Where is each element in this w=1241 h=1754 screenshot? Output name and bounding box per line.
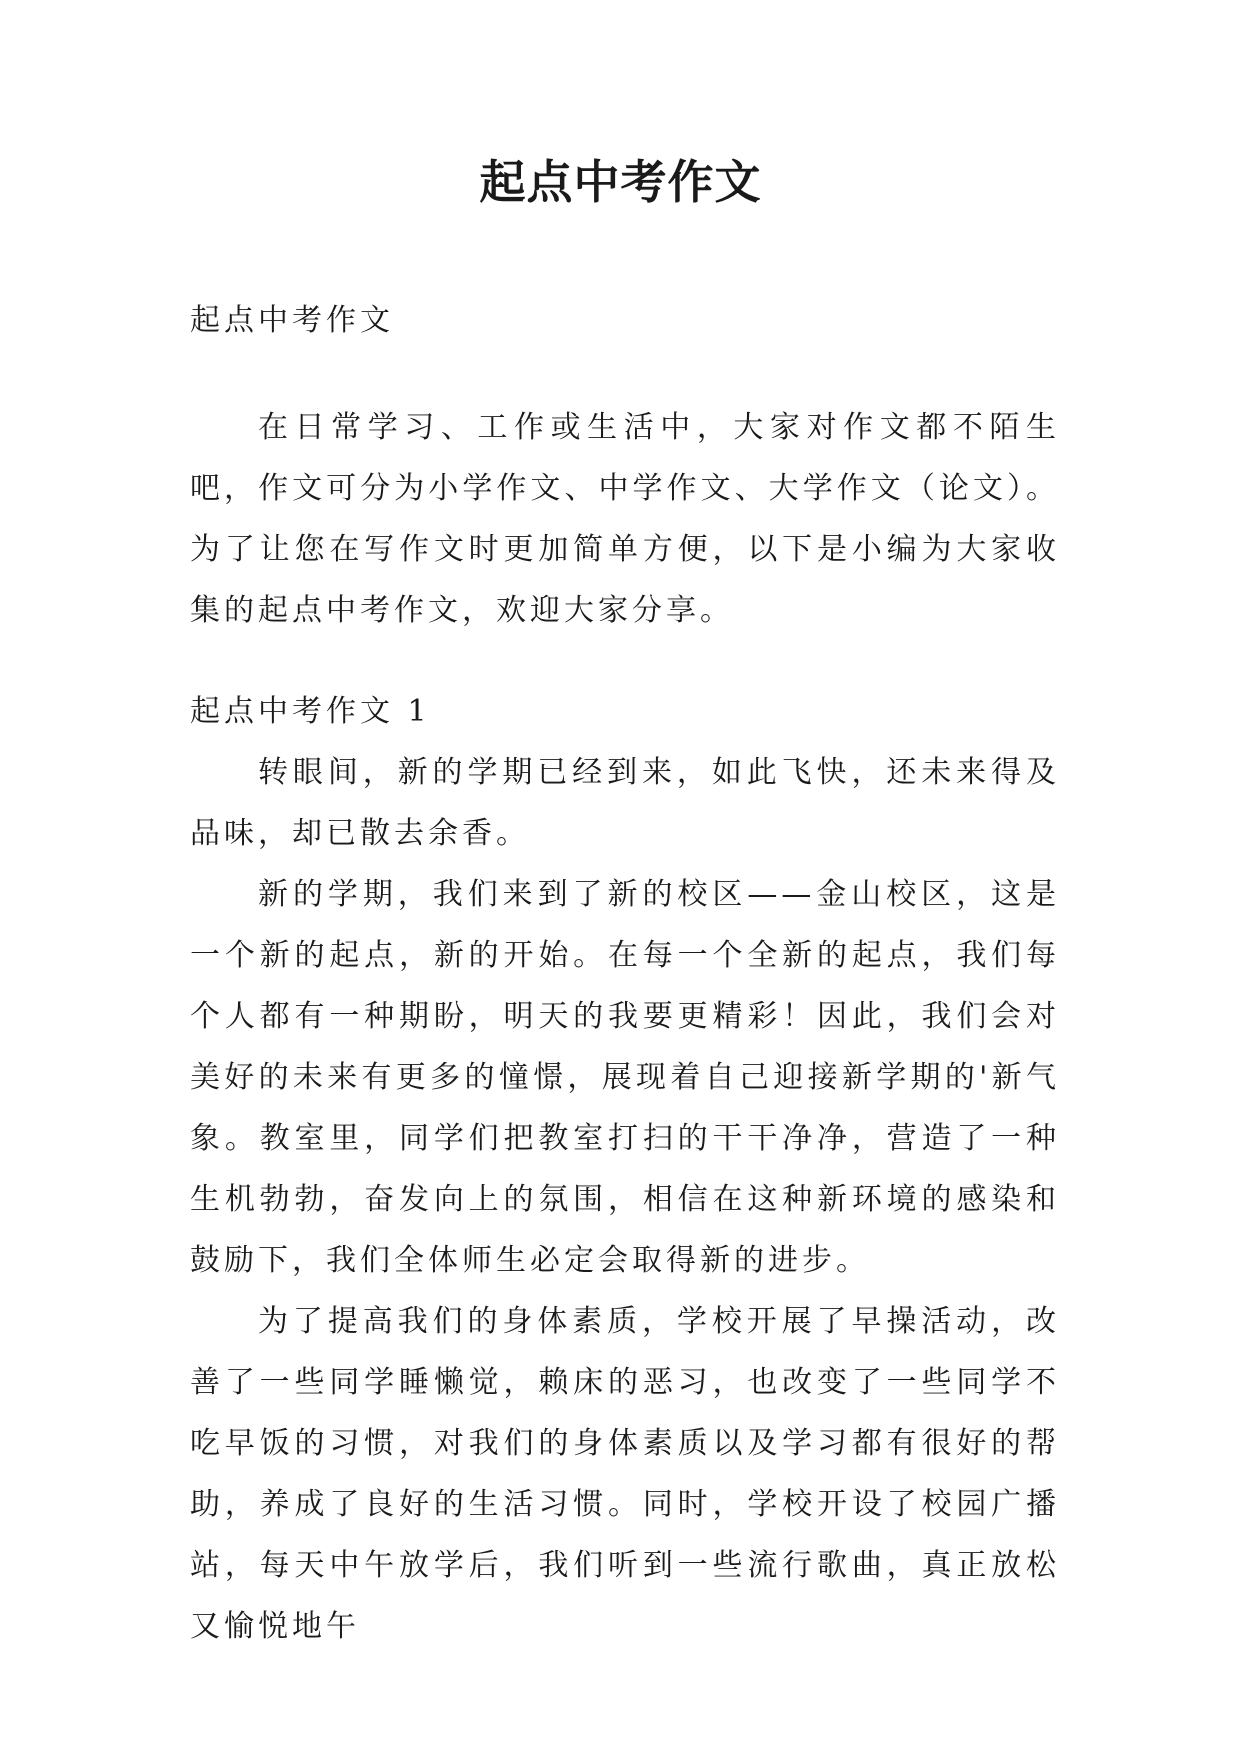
body-paragraph: 为了提高我们的身体素质，学校开展了早操活动，改善了一些同学睡懒觉，赖床的恶习，也改变了一些同学不吃早饭的习惯，对我们的身体素质以及学习都有很好的帮助，养成了良好的生活习惯。同时，学校开设了校园广播站，每天中午放学后，我们听到一些流行歌曲，真正放松又愉悦地午 — [190, 1304, 1060, 1644]
document-body — [190, 290, 1060, 1657]
body-paragraph: 新的学期，我们来到了新的校区——金山校区，这是一个新的起点，新的开始。在每一个全新的起点，我们每个人都有一种期盼，明天的我要更精彩！因此，我们会对美好的未来有更多的憧憬，展现着自己迎接新学期的'新气象。教室里，同学们把教室打扫的干干净净，营造了一种生机勃勃，奋发向上的氛围，相信在这种新环境的感染和鼓励下，我们全体师生必定会取得新的进步。 — [190, 877, 1060, 1278]
document-subtitle: 起点中考作文 — [190, 303, 394, 338]
body-paragraph: 转眼间，新的学期已经到来，如此飞快，还未来得及品味，却已散去余香。 — [190, 755, 1060, 851]
document-title: 起点中考作文 — [479, 155, 762, 209]
intro-paragraph: 在日常学习、工作或生活中，大家对作文都不陌生吧，作文可分为小学作文、中学作文、大学作文（论文）。为了让您在写作文时更加简单方便，以下是小编为大家收集的起点中考作文，欢迎大家分享。 — [190, 410, 1060, 628]
section-heading: 起点中考作文 1 — [190, 694, 431, 729]
